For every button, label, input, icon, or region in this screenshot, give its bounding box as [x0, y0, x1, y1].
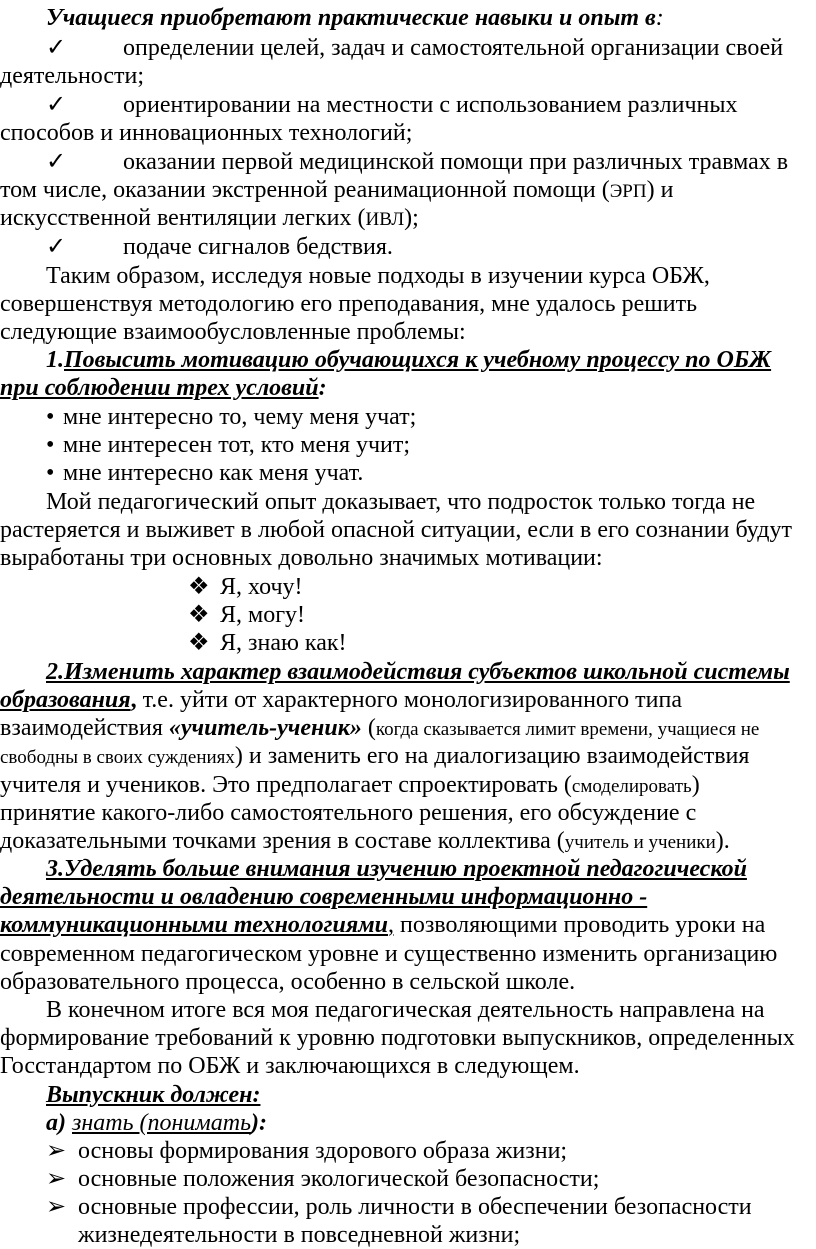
check-mark-icon: ✓ — [46, 149, 67, 175]
experience-line-1: Мой педагогический опыт доказывает, что подросток только тогда не — [46, 489, 756, 515]
check-mark-icon: ✓ — [46, 92, 67, 118]
problem-2-line-3: взаимодействия «учитель-ученик» (когда сказывается лимит времени, учащиеся не — [0, 715, 760, 741]
conclusion-line-1: В конечном итоге вся моя педагогическая деятельность направлена на — [46, 997, 765, 1023]
check-item-2-cont: способов и инновационных технологий; — [0, 120, 413, 146]
know-item-3-cont: жизнедеятельности в повседневной жизни; — [78, 1222, 521, 1248]
check-item-3: ✓ оказании первой медицинской помощи при различных травмах в — [46, 149, 789, 175]
problem-2-title: 2.Изменить характер взаимодействия субъектов школьной системы — [46, 659, 790, 685]
problem-3-line-3: коммуникационными технологиями, позволяющими проводить уроки на — [0, 912, 766, 938]
intro-heading: Учащиеся приобретают практические навыки и опыт в: — [46, 5, 664, 31]
problem-3-line-4: современном педагогическом уровне и существенно изменить организацию — [0, 941, 778, 967]
arrowhead-right-icon: ➢ — [46, 1166, 67, 1192]
conclusion-line-3: Госстандартом по ОБЖ и заключающихся в следующем. — [0, 1053, 580, 1079]
problem-2-line-7: доказательными точками зрения в составе коллектива (учитель и ученики). — [0, 828, 730, 854]
bullet-dot-icon: • — [46, 404, 55, 430]
four-diamond-icon: ❖ — [188, 574, 210, 600]
problem-1-title: 1.Повысить мотивацию обучающихся к учебному процессу по ОБЖ — [46, 347, 772, 373]
summary-line-2: совершенствуя методологию его преподавания, мне удалось решить — [0, 291, 698, 317]
know-heading: а) знать (понимать): — [46, 1110, 267, 1136]
arrowhead-right-icon: ➢ — [46, 1138, 67, 1164]
motivation-item-2: ❖ Я, могу! — [188, 602, 306, 628]
check-item-2: ✓ ориентировании на местности с использованием различных — [46, 92, 738, 118]
bullet-item-2: • мне интересен тот, кто меня учит; — [46, 432, 411, 458]
know-item-2: ➢ основные положения экологической безопасности; — [46, 1166, 600, 1192]
check-mark-icon: ✓ — [46, 234, 67, 260]
motivation-item-3: ❖ Я, знаю как! — [188, 630, 347, 656]
know-item-3: ➢ основные профессии, роль личности в обеспечении безопасности — [46, 1194, 752, 1220]
problem-3-line-5: образовательного процесса, особенно в сельской школе. — [0, 969, 576, 995]
motivation-item-1: ❖ Я, хочу! — [188, 574, 303, 600]
check-mark-icon: ✓ — [46, 35, 67, 61]
check-item-3-cont2: искусственной вентиляции легких (ИВЛ); — [0, 205, 419, 231]
check-item-4: ✓ подаче сигналов бедствия. — [46, 234, 393, 260]
check-item-3-cont: том числе, оказании экстренной реанимационной помощи (ЭРП) и — [0, 177, 674, 203]
bullet-dot-icon: • — [46, 460, 55, 486]
graduate-heading: Выпускник должен: — [46, 1082, 261, 1108]
know-item-1: ➢ основы формирования здорового образа жизни; — [46, 1138, 568, 1164]
four-diamond-icon: ❖ — [188, 602, 210, 628]
summary-line-1: Таким образом, исследуя новые подходы в изучении курса ОБЖ, — [46, 263, 710, 289]
check-item-1: ✓ определении целей, задач и самостоятельной организации своей — [46, 35, 784, 61]
four-diamond-icon: ❖ — [188, 630, 210, 656]
bullet-item-3: • мне интересно как меня учат. — [46, 460, 364, 486]
conclusion-line-2: формирование требований к уровню подготовки выпускников, определенных — [0, 1025, 795, 1051]
problem-3-title: 3.Уделять больше внимания изучению проектной педагогической — [46, 856, 747, 882]
problem-2-line-6: принятие какого-либо самостоятельного решения, его обсуждение с — [0, 800, 697, 826]
problem-2-line-4: свободны в своих суждениях) и заменить его на диалогизацию взаимодействия — [0, 743, 750, 769]
problem-2-line-5: учителя и учеников. Это предполагает спроектировать (смоделировать) — [0, 772, 700, 798]
summary-line-3: следующие взаимообусловленные проблемы: — [0, 319, 466, 345]
experience-line-3: выработаны три основных довольно значимых мотивации: — [0, 545, 603, 571]
experience-line-2: растеряется и выживет в любой опасной ситуации, если в его сознании будут — [0, 517, 792, 543]
bullet-dot-icon: • — [46, 432, 55, 458]
problem-2-line-2: образования, т.е. уйти от характерного монологизированного типа — [0, 687, 683, 713]
arrowhead-right-icon: ➢ — [46, 1194, 67, 1220]
problem-3-title-cont: деятельности и овладению современными информационно - — [0, 884, 648, 910]
bullet-item-1: • мне интересно то, чему меня учат; — [46, 404, 417, 430]
problem-1-title-cont: при соблюдении трех условий: — [0, 375, 327, 401]
check-item-1-cont: деятельности; — [0, 63, 145, 89]
